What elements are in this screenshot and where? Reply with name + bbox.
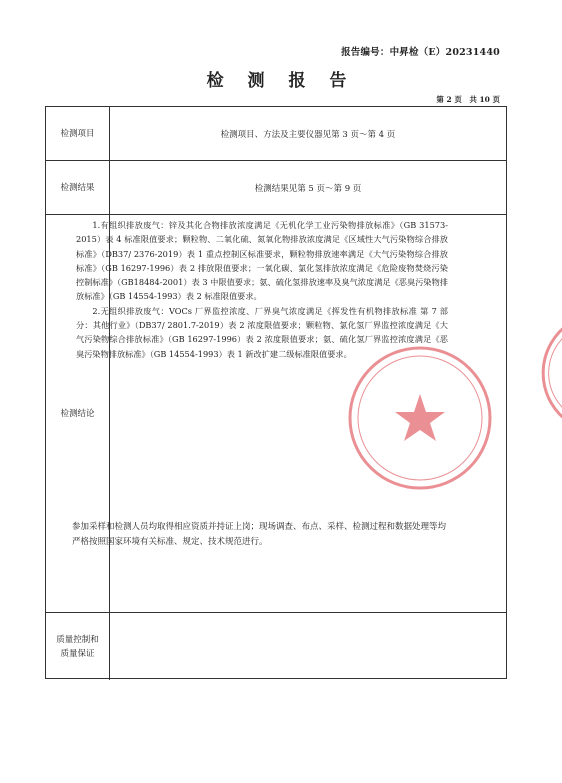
value-test-results: 检测结果见第 5 页～第 9 页: [254, 183, 362, 194]
label-test-results: 检测结果: [46, 161, 110, 214]
label-quality: 质量控制和质量保证: [46, 613, 110, 680]
report-title: 检 测 报 告: [206, 71, 356, 91]
quality-text: 参加采样和检测人员均取得相应资质并持证上岗；现场调查、布点、采样、检测过程和数据处理等均严格按照国家环境有关标准、规定、技术规范进行。: [72, 522, 447, 547]
edge-seal-stamp: [532, 318, 562, 428]
row-test-items: [46, 107, 506, 161]
label-test-items: 检测项目: [46, 107, 110, 160]
official-seal-stamp: [340, 338, 500, 498]
conclusion-paragraph-2: 2.无组织排放废气：VOCs 厂界监控浓度、厂界臭气浓度满足《挥发性有机物排放标准 第 7 部分：其他行业》（DB37/ 2801.7-2019）表 2 浓度限值要求；颗粒物、氯化氢厂界监控浓度满足《大气污染物综合排放标准》（GB 16297-1996）表 2 浓度限值要求；氨、硫化氢厂界监控浓度满足《恶臭污染物排放标准》（GB 14554-1993）表 1 新改扩建二级标准限值要求。: [76, 305, 448, 359]
row-test-results: [46, 161, 506, 215]
row-quality: [46, 613, 506, 680]
page-info: 第 2 页 共 10 页: [436, 95, 500, 104]
conclusion-paragraph-1: 1.有组织排放废气：锌及其化合物排放浓度满足《无机化学工业污染物排放标准》（GB 31573-2015）表 4 标准限值要求；颗粒物、二氧化硫、氮氧化物排放浓度满足《区域性大气污染物综合排放标准》（DB37/ 2376-2019）表 1 重点控制区标准要求，颗粒物排放速率满足《大气污染物综合排放标准》（GB 16297-1996）表 2 排放限值要求；一氧化碳、氯化氢排放浓度满足《危险废物焚烧污染控制标准》（GB18484-2001）表 3 中限值要求；氨、硫化氢排放速率及臭气浓度满足《恶臭污染物排放标准》（GB 14554-1993）表 2 标准限值要求。: [76, 220, 448, 302]
value-test-items: 检测项目、方法及主要仪器见第 3 页～第 4 页: [220, 129, 396, 140]
report-number: 报告编号：中昇检（E）20231440: [341, 47, 500, 58]
label-conclusion: 检测结论: [46, 215, 110, 612]
